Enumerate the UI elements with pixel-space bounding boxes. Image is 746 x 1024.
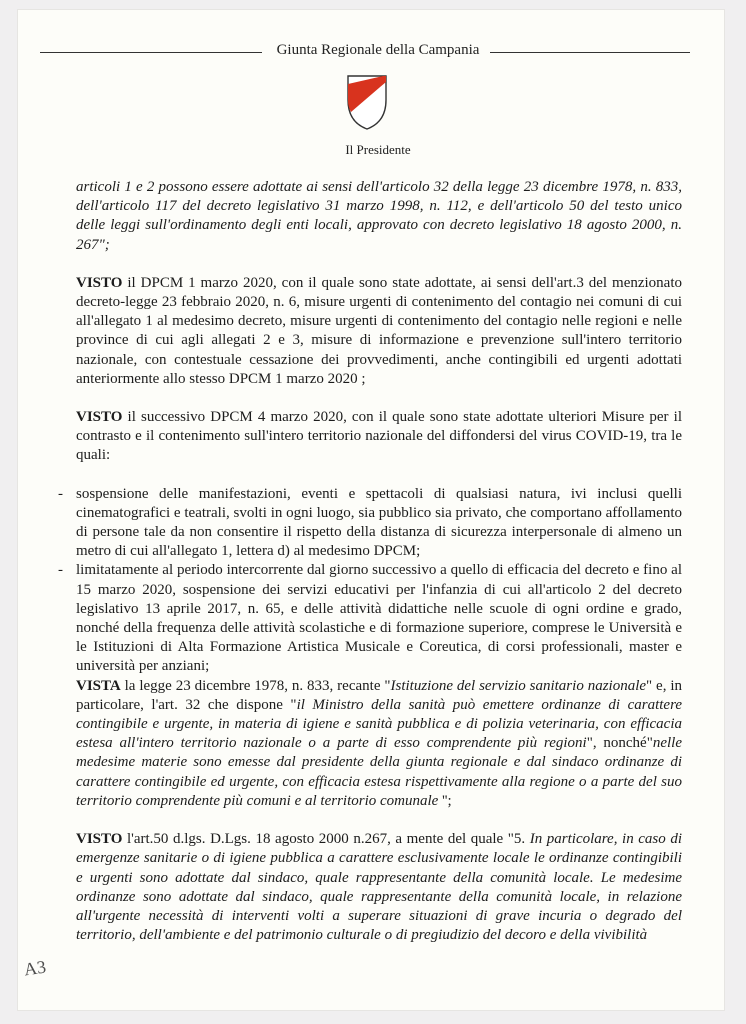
visto-italic-3: In particolare, in caso di emergenze sanitarie o di igiene pubblica a carattere esclusivamente locale le ordinanze contingibili e urgenti sono adottate dal sindaco, quale rappresentante della comunità locale. Le medesime ordinanze sono adottate dal sindaco, quale rappresentante della comunità locale, in relazione all'urgente necessità di interventi volti a superare situazioni di grave incuria o degrado del territorio, dell'ambiente e del patrimonio culturale o di pregiudizio del decoro e della vivibilità [76,831,682,944]
visto-text-3: l'art.50 d.lgs. D.Lgs. 18 agosto 2000 n.267, a mente del quale "5. [122,831,530,848]
vista-text-2: " e, in particolare, l'art. 32 che dispone " [76,677,682,713]
visto-paragraph-3 [76,830,682,945]
visto-text-2: il successivo DPCM 4 marzo 2020, con il quale sono state adottate ulteriori Misure per il contrasto e il contenimento sull'intero territorio nazionale del diffondersi del virus COVID-19, tra le quali: [76,409,682,464]
header-title: Giunta Regionale della Campania [276,42,480,58]
header-subtitle: Il Presidente [345,142,411,157]
visto-paragraph-2 [76,408,682,466]
visto-keyword-1: VISTO [76,274,123,291]
bullet-item-2: - limitatamente al periodo intercorrente dal giorno successivo a quello di efficacia del decreto e fino al 15 marzo 2020, sospensione dei servizi educativi per l'infanzia di cui all'articolo 2 del decreto legislativo 13 aprile 2017, n. 65, e delle attività didattiche nelle scuole di ogni ordine e grado, nonché della frequenza delle attività scolastiche e di formazione superiore, comprese le Università e le Istituzioni di Alta Formazione Artistica Musicale e Coreutica, di corsi professionali, master e università per anziani; [76,561,682,676]
vista-text-1: la legge 23 dicembre 1978, n. 833, recante " [120,677,391,694]
vista-paragraph [76,677,682,811]
document-header [18,0,724,170]
handwritten-page-mark: A3 [22,956,48,980]
vista-italic-3: nelle medesime materie sono emesse dal presidente della giunta regionale e dal sindaco ordinanze di carattere contingibile ed urgente, con efficacia estesa rispettivamente alla regione o a parte del suo territorio comprendente più comuni e al territorio comunale [76,735,682,809]
header-rule-right [490,52,690,53]
document-body [76,178,682,945]
intro-paragraph: articoli 1 e 2 possono essere adottate ai sensi dell'articolo 32 della legge 23 dicembre 1978, n. 833, dell'articolo 117 del decreto legislativo 31 marzo 1998, n. 112, e dell'articolo 50 del testo unico delle leggi sull'ordinamento degli enti locali, approvato con decreto legislativo 18 agosto 2000, n. 267"; [76,179,682,253]
vista-keyword: VISTA [76,677,121,694]
header-rule-left [40,52,262,53]
vista-text-3: ", nonché" [586,735,653,752]
vista-italic-2: il Ministro della sanità può emettere ordinanze di carattere contingibile e urgente, in materia di igiene e sanità pubblica e di polizia veterinaria, con efficacia estesa all'intero territorio nazionale o a parte di esso comprendente più regioni [76,696,683,752]
visto-keyword-3: VISTO [76,831,123,848]
visto-keyword-2: VISTO [76,409,123,426]
vista-italic-1: Istituzione del servizio sanitario nazionale [390,677,647,694]
bullet-item-1: - sospensione delle manifestazioni, eventi e spettacoli di qualsiasi natura, ivi inclusi quelli cinematografici e teatrali, svolti in ogni luogo, sia pubblico sia privato, che comportano affollamento di persone tale da non consentire il rispetto della distanza di sicurezza interpersonale di almeno un metro di cui all'allegato 1, lettera d) al medesimo DPCM; [76,485,682,562]
vista-text-4: ''; [438,792,452,809]
campania-crest-icon [344,72,390,132]
visto-text-1: il DPCM 1 marzo 2020, con il quale sono state adottate, ai sensi dell'art.3 del menzionato decreto-legge 23 febbraio 2020, n. 6, misure urgenti di contenimento del contagio nei comuni di cui all'allegato 1 al medesimo decreto, misure urgenti di contenimento del contagio nelle regioni e nelle province di cui agli allegati 2 e 3, misure di informazione e prevenzione sull'intero territorio nazionale, con contestuale cessazione dei provvedimenti, anche contingibili ed urgenti adottati anteriormente allo stesso DPCM 1 marzo 2020 ; [76,274,682,387]
visto-paragraph-1 [76,274,682,389]
